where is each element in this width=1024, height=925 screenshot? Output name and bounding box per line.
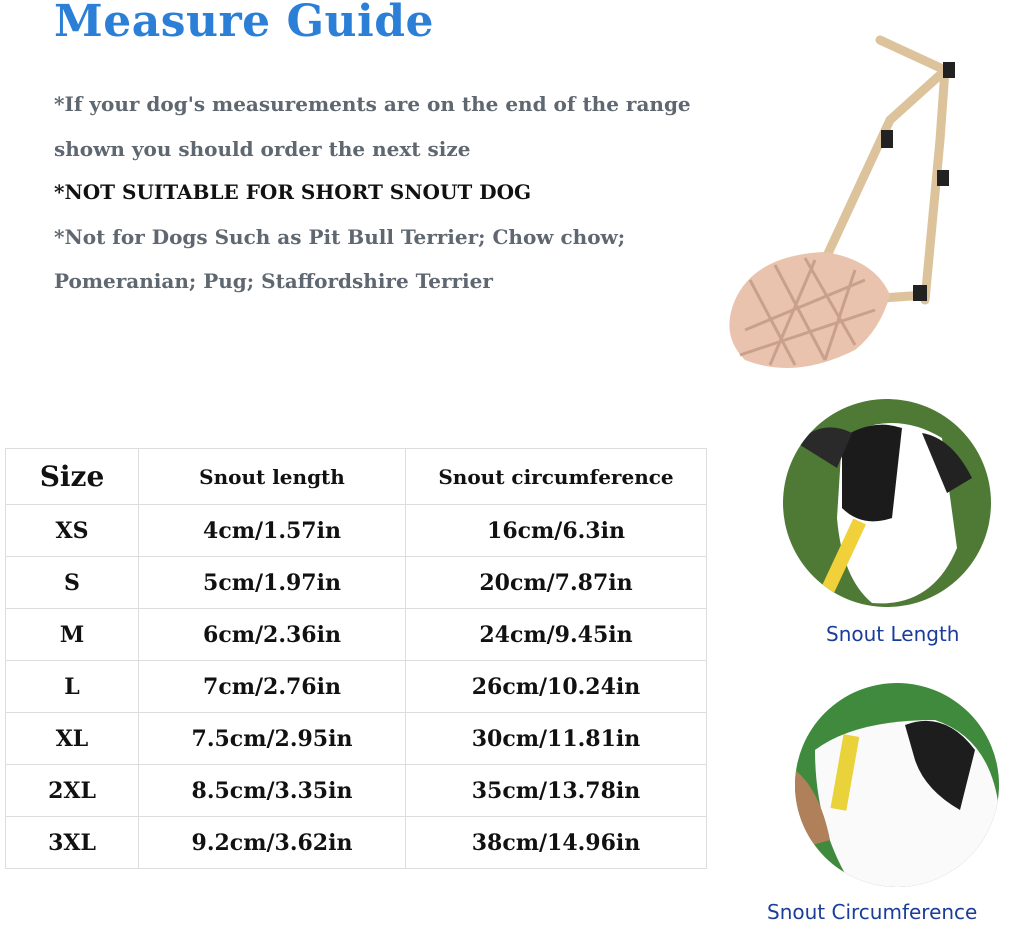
table-row [6, 609, 707, 661]
header-snout-circumference: Snout circumference [406, 449, 707, 505]
length-cell: 6cm/2.36in [139, 609, 406, 661]
size-table [5, 448, 707, 869]
size-cell: M [6, 609, 139, 661]
page-title: Measure Guide [54, 0, 435, 47]
circumference-cell: 30cm/11.81in [406, 713, 707, 765]
length-cell: 9.2cm/3.62in [139, 817, 406, 869]
circumference-cell: 20cm/7.87in [406, 557, 707, 609]
note-range-cont: shown you should order the next size [54, 137, 471, 161]
snout-circumference-photo [795, 680, 1000, 890]
circumference-cell: 35cm/13.78in [406, 765, 707, 817]
size-cell: XS [6, 505, 139, 557]
header-size: Size [6, 449, 139, 505]
table-row [6, 765, 707, 817]
size-cell: XL [6, 713, 139, 765]
muzzle-product-image [715, 30, 975, 380]
note-breeds: *Not for Dogs Such as Pit Bull Terrier; Chow chow; [54, 225, 626, 249]
note-short-snout: *NOT SUITABLE FOR SHORT SNOUT DOG [54, 180, 532, 204]
circumference-cell: 16cm/6.3in [406, 505, 707, 557]
snout-length-photo [782, 398, 992, 608]
table-row [6, 713, 707, 765]
circumference-cell: 38cm/14.96in [406, 817, 707, 869]
length-cell: 7cm/2.76in [139, 661, 406, 713]
snout-length-caption: Snout Length [826, 622, 960, 646]
table-row [6, 557, 707, 609]
snout-circumference-caption: Snout Circumference [767, 900, 978, 924]
size-cell: 3XL [6, 817, 139, 869]
circumference-cell: 24cm/9.45in [406, 609, 707, 661]
size-cell: 2XL [6, 765, 139, 817]
table-row [6, 661, 707, 713]
circumference-cell: 26cm/10.24in [406, 661, 707, 713]
length-cell: 4cm/1.57in [139, 505, 406, 557]
header-snout-length: Snout length [139, 449, 406, 505]
table-header-row [6, 449, 707, 505]
length-cell: 8.5cm/3.35in [139, 765, 406, 817]
length-cell: 5cm/1.97in [139, 557, 406, 609]
length-cell: 7.5cm/2.95in [139, 713, 406, 765]
size-cell: L [6, 661, 139, 713]
note-range: *If your dog's measurements are on the end of the range [54, 92, 691, 116]
table-row [6, 505, 707, 557]
table-row [6, 817, 707, 869]
note-breeds-cont: Pomeranian; Pug; Staffordshire Terrier [54, 269, 493, 293]
size-cell: S [6, 557, 139, 609]
